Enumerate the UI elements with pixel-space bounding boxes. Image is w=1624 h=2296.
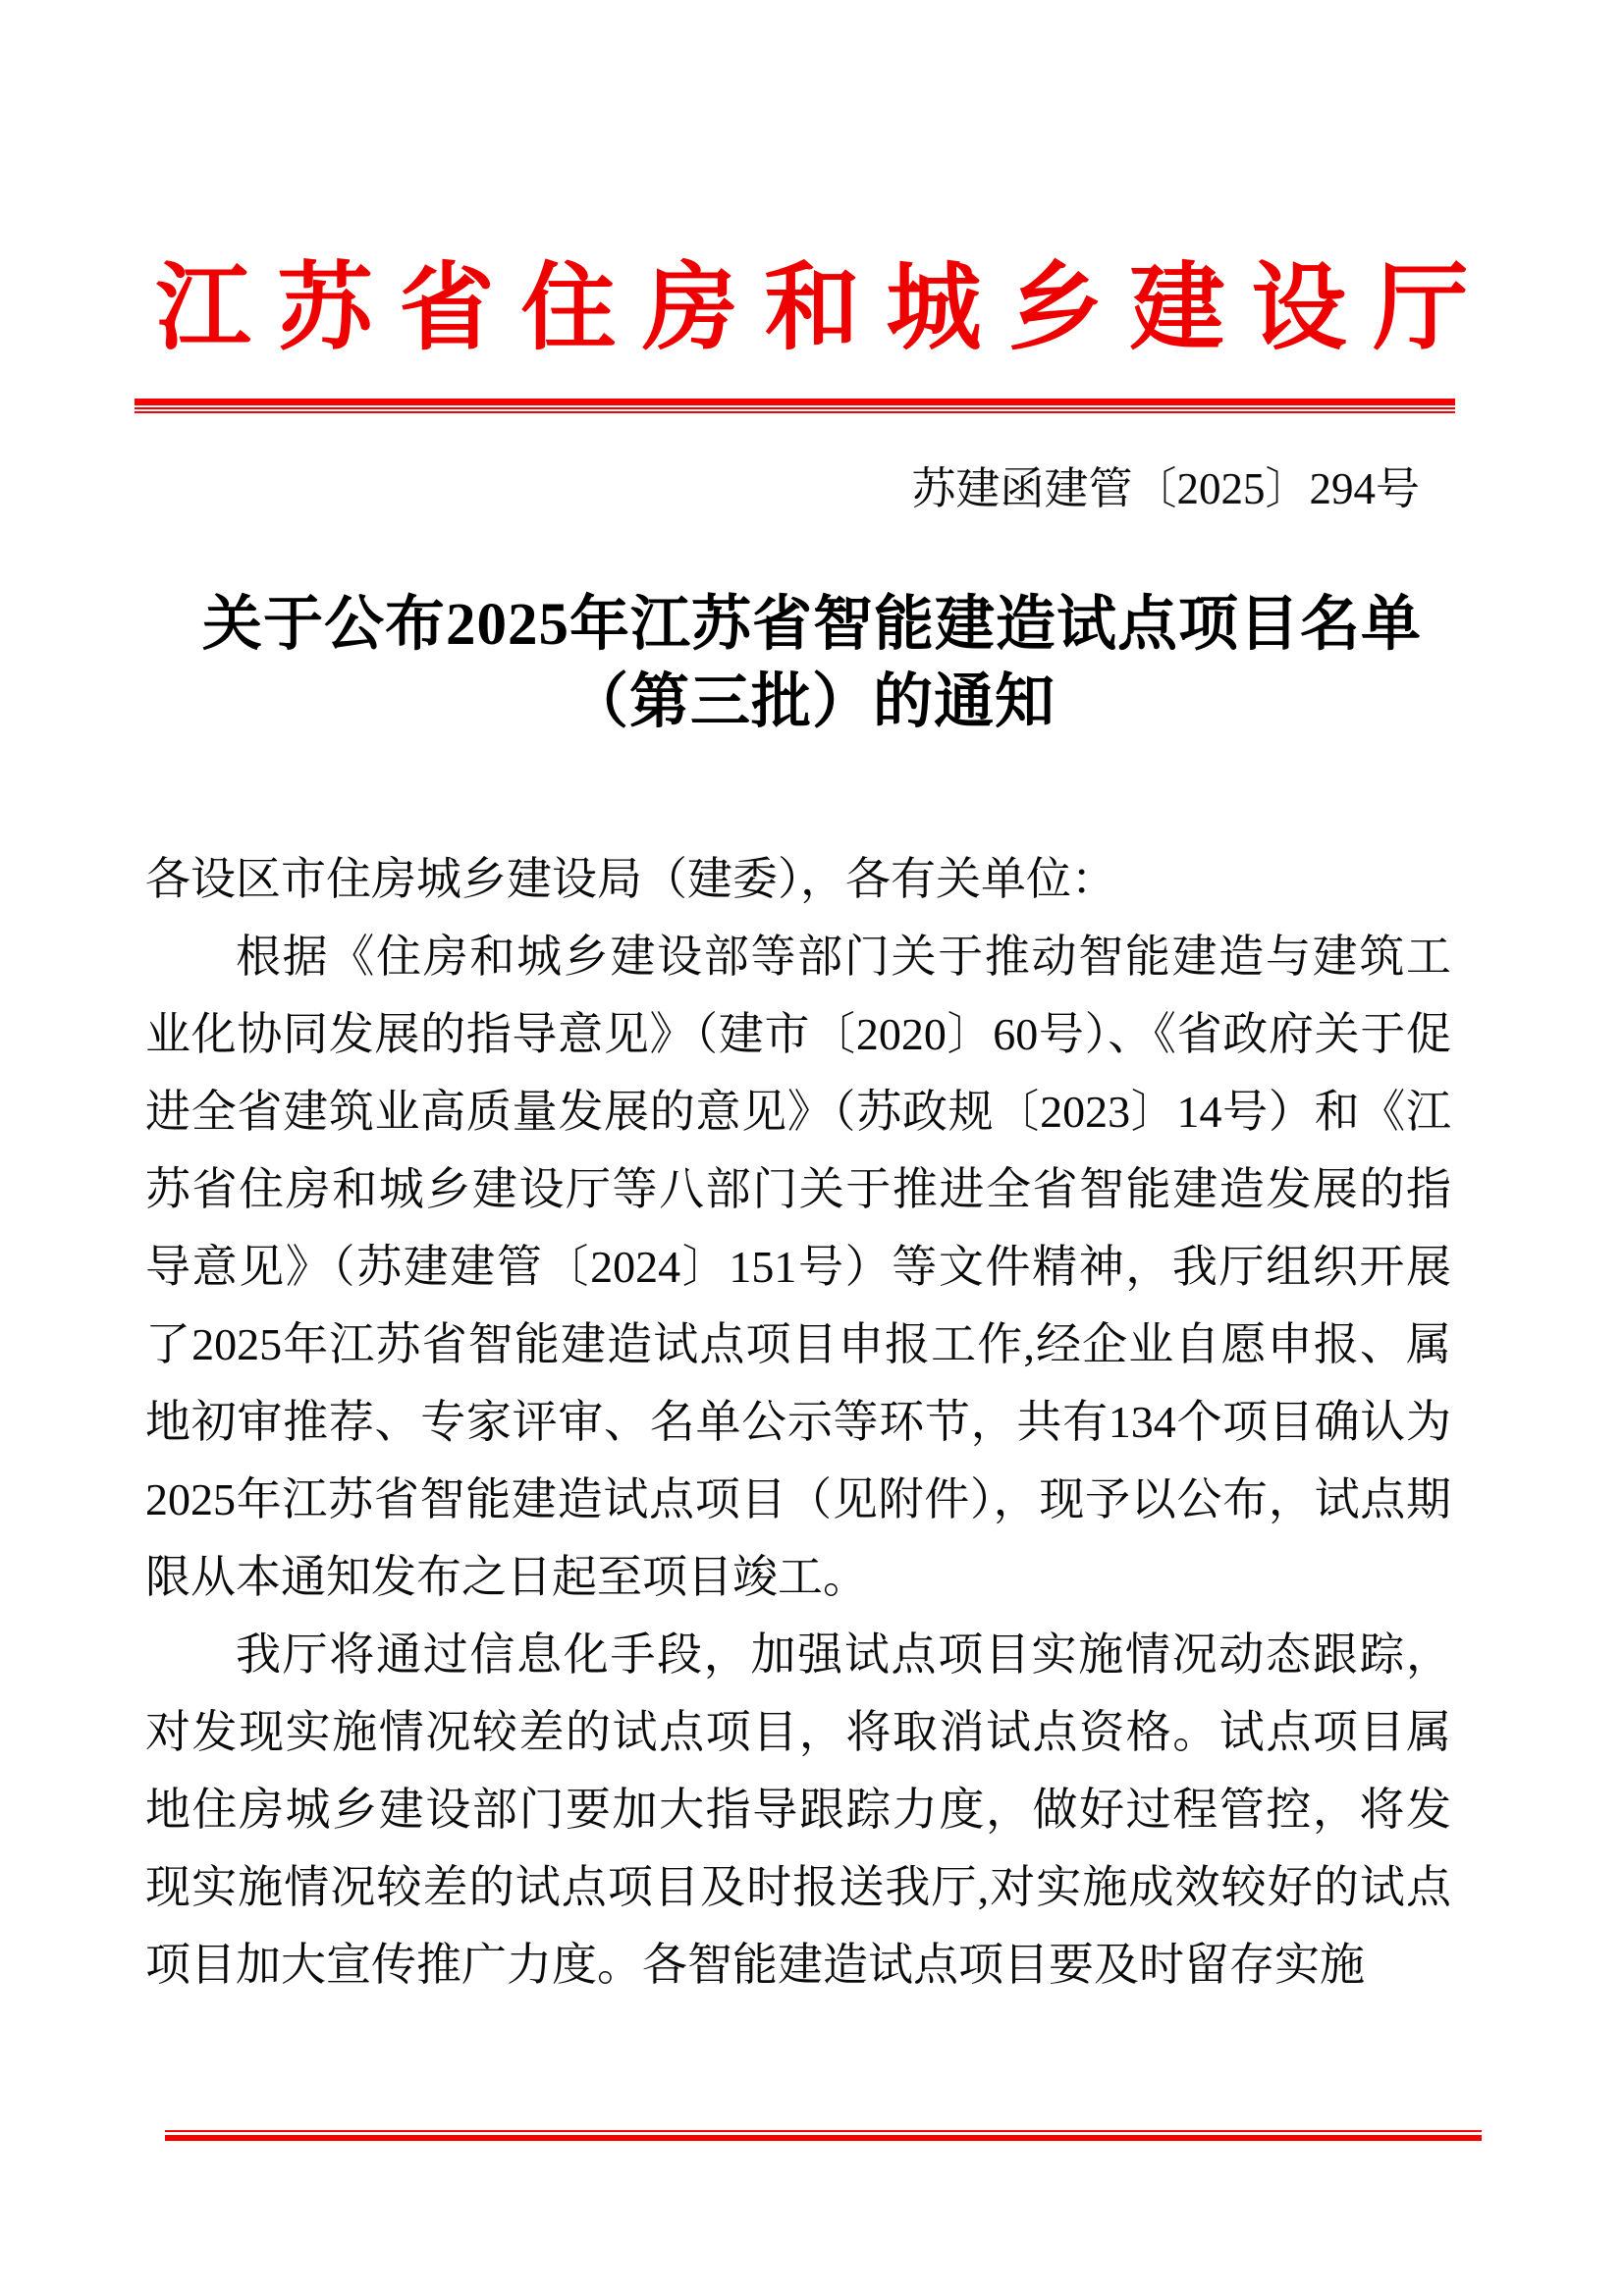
document-title-line-1: 关于公布2025年江苏省智能建造试点项目名单 [201,592,1422,658]
divider-thin-bar [135,407,1455,409]
document-title-line-2: （第三批）的通知 [568,669,1056,735]
letterhead-agency-name: 江苏省住房和城乡建设厅 [155,256,1495,361]
divider-thin-bar [135,411,1455,413]
body-paragraph-2: 我厅将通过信息化手段，加强试点项目实施情况动态跟踪，对发现实施情况较差的试点项目，将取消试点资格。试点项目属地住房城乡建设部门要加大指导跟踪力度，做好过程管控，将发现实施情况较差的试点项目及时报送我厅,对实施成效较好的试点项目加大宣传推广力度。各智能建造试点项目要及时留存实施 [145,1629,1451,1990]
document-number: 苏建函建管〔2025〕294号 [911,464,1420,513]
divider-thin-bar [165,2130,1482,2132]
document-body [145,840,1451,2003]
divider-thick-bar [135,399,1455,405]
divider-thick-bar [165,2135,1482,2141]
body-paragraph-1: 根据《住房和城乡建设部等部门关于推动智能建造与建筑工业化协同发展的指导意见》（建市〔2020〕60号）、《省政府关于促进全省建筑业高质量发展的意见》（苏政规〔2023〕14号）和《江苏省住房和城乡建设厅等八部门关于推进全省智能建造发展的指导意见》（苏建建管〔2024〕151号）等文件精神，我厅组织开展了2025年江苏省智能建造试点项目申报工作,经企业自愿申报、属地初审推荐、专家评审、名单公示等环节，共有134个项目确认为2025年江苏省智能建造试点项目（见附件），现予以公布，试点期限从本通知发布之日起至项目竣工。 [145,932,1451,1602]
letterhead-divider [135,399,1455,413]
footer-divider [165,2130,1482,2141]
document-title [0,586,1624,741]
salutation-line: 各设区市住房城乡建设局（建委），各有关单位： [145,854,1116,904]
